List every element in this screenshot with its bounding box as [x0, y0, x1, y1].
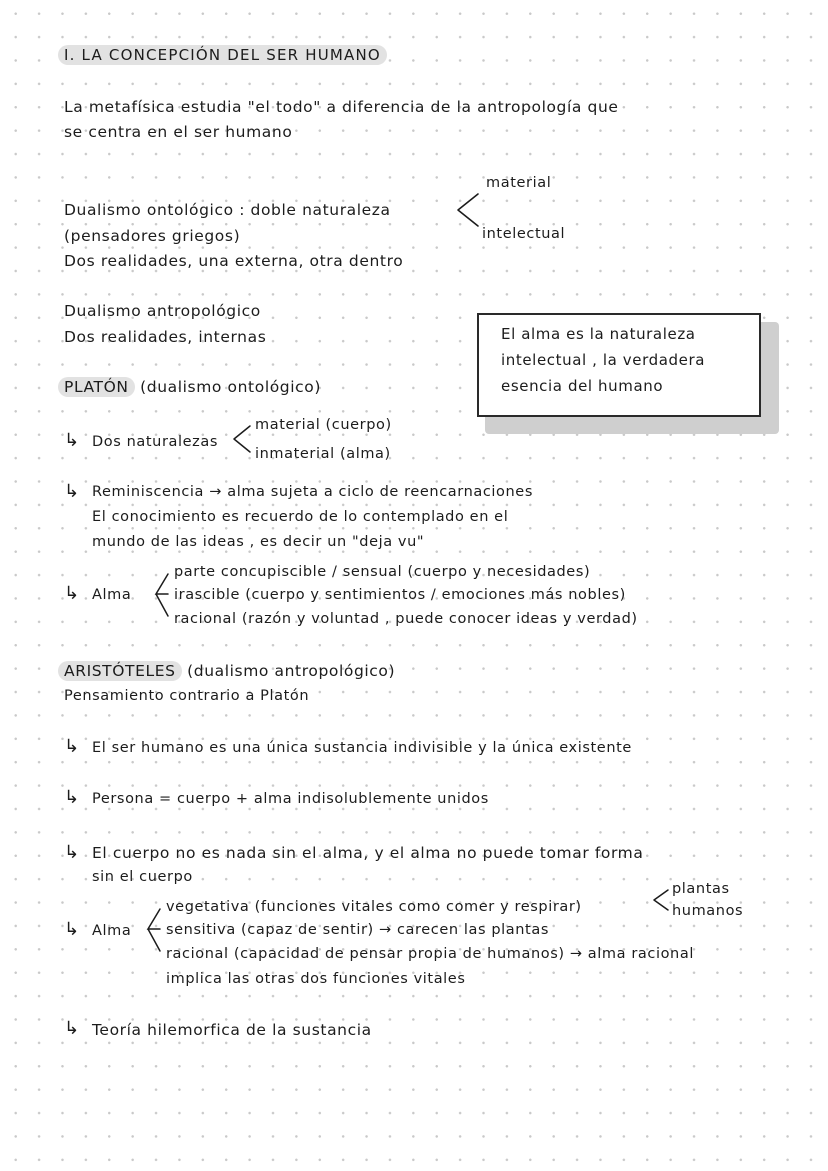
- branch-brace-icon: [152, 570, 174, 620]
- platon-qualifier: (dualismo ontológico): [140, 378, 322, 396]
- platon-heading: PLATÓN: [58, 377, 135, 397]
- reminiscencia-line-2: El conocimiento es recuerdo de lo contemplado en el: [92, 509, 509, 525]
- alma-sensitiva: sensitiva (capaz de sentir) → carecen las plantas: [166, 922, 549, 938]
- dualismo-antropologico-line: Dualismo antropológico: [64, 302, 261, 320]
- branch-intelectual: intelectual: [482, 226, 566, 242]
- box-line-2: intelectual , la verdadera: [501, 351, 706, 369]
- dos-realidades-externa: Dos realidades, una externa, otra dentro: [64, 252, 404, 270]
- reminiscencia-line-1: Reminiscencia → alma sujeta a ciclo de reencarnaciones: [92, 484, 533, 500]
- branch-brace-icon: [232, 421, 254, 455]
- alma-racional: racional (capacidad de pensar propia de humanos) → alma racional: [166, 946, 694, 962]
- alma-parte-concupiscible: parte concupiscible / sensual (cuerpo y necesidades): [174, 564, 591, 580]
- cuerpo-line-2: sin el cuerpo: [92, 869, 193, 885]
- arrow-icon: ↳: [64, 1018, 80, 1039]
- arrow-icon: ↳: [64, 430, 80, 451]
- arrow-icon: ↳: [64, 919, 80, 940]
- arrow-icon: ↳: [64, 736, 80, 757]
- aristoteles-point-2: Persona = cuerpo + alma indisolublemente unidos: [92, 791, 489, 807]
- branch-brace-icon: [456, 188, 482, 228]
- reminiscencia-line-3: mundo de las ideas , es decir un "deja vu": [92, 534, 425, 550]
- box-line-3: esencia del humano: [501, 377, 664, 395]
- branch-brace-icon: [652, 886, 672, 914]
- dualismo-ontologico-line: Dualismo ontológico : doble naturaleza: [64, 201, 391, 219]
- dos-naturalezas-label: Dos naturalezas: [92, 434, 218, 450]
- platon-alma-label: Alma: [92, 587, 132, 603]
- alma-parte-racional: racional (razón y voluntad , puede conocer ideas y verdad): [174, 611, 638, 627]
- vegetativa-plantas: plantas: [672, 881, 730, 897]
- aristoteles-qualifier: (dualismo antropológico): [187, 662, 396, 680]
- naturaleza-material: material (cuerpo): [255, 417, 392, 433]
- aristoteles-point-1: El ser humano es una única sustancia indivisible y la única existente: [92, 740, 632, 756]
- aristoteles-heading: ARISTÓTELES: [58, 661, 182, 681]
- intro-line-2: se centra en el ser humano: [64, 123, 293, 141]
- alma-parte-irascible: irascible (cuerpo y sentimientos / emociones más nobles): [174, 587, 626, 603]
- vegetativa-humanos: humanos: [672, 903, 744, 919]
- alma-vegetativa: vegetativa (funciones vitales como comer y respirar): [166, 899, 582, 915]
- note-box: [477, 313, 761, 417]
- intro-line-1: La metafísica estudia "el todo" a diferencia de la antropología que: [64, 98, 619, 116]
- naturaleza-inmaterial: inmaterial (alma): [255, 446, 391, 462]
- box-line-1: El alma es la naturaleza: [501, 325, 696, 343]
- arrow-icon: ↳: [64, 787, 80, 808]
- teoria-hilemorfica: Teoría hilemorfica de la sustancia: [92, 1021, 372, 1039]
- arrow-icon: ↳: [64, 583, 80, 604]
- branch-material: material: [486, 175, 552, 191]
- alma-racional-implica: implica las otras dos funciones vitales: [166, 971, 466, 987]
- aristoteles-subtitle: Pensamiento contrario a Platón: [64, 688, 310, 704]
- arrow-icon: ↳: [64, 481, 80, 502]
- page-title: I. LA CONCEPCIÓN DEL SER HUMANO: [58, 45, 387, 65]
- branch-brace-icon: [144, 905, 166, 955]
- aristoteles-alma-label: Alma: [92, 923, 132, 939]
- cuerpo-line-1: El cuerpo no es nada sin el alma, y el alma no puede tomar forma: [92, 844, 644, 862]
- pensadores-griegos: (pensadores griegos): [64, 227, 241, 245]
- dos-realidades-internas: Dos realidades, internas: [64, 328, 267, 346]
- arrow-icon: ↳: [64, 842, 80, 863]
